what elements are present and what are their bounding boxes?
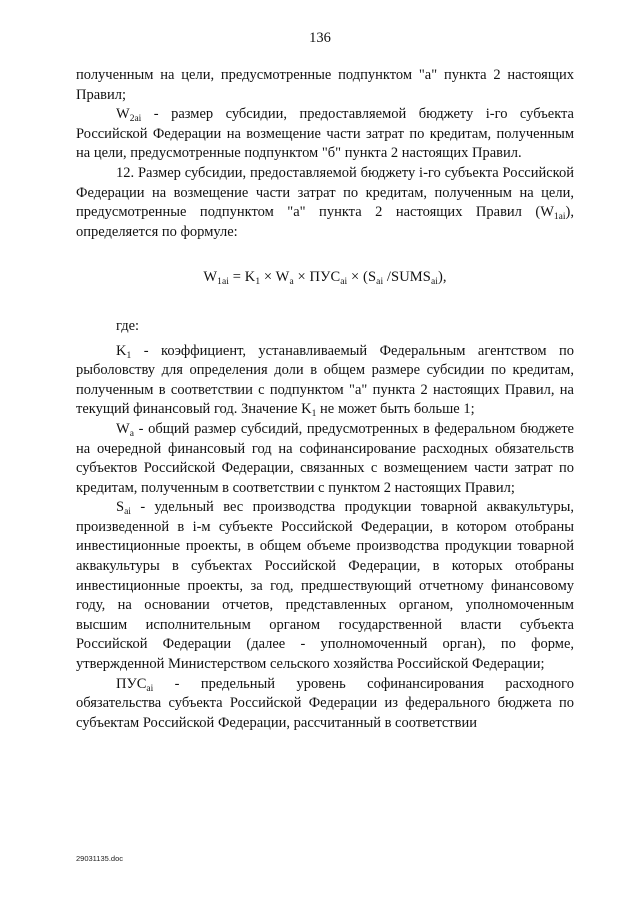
formula: $W_{1ai} = K_1 \times W_a \times ПУС_{ai} \times (S_{ai}$ $/SUMS_{ai}$), <box>203 269 447 288</box>
where-label: где: <box>116 317 140 334</box>
paragraph-w2ai: $W_{2ai}$ - размер субсидии, предоставляемой бюджету i-го субъекта Российской Федерации на возмещение части затрат по кредитам, полученным на цели, предусмотренные подпунктом "б" пункта 2 настоящих Правил. <box>76 106 574 162</box>
page-number: 136 <box>309 30 331 46</box>
definition-sai: $S_{ai}$ - удельный вес производства продукции товарной аквакультуры, произведенной в i-м субъекте Российской Федерации, в котором отобраны инвестиционные проекты, в общем объеме производства продукции товарной аквакультуры в субъектах Российской Федерации, в которых отобраны инвестиционные проекты, за год, предшествующий отчетному финансовому году, на основании отчетов, представленных органом, уполномоченным высшим исполнительным органом государственной власти субъекта Российской Федерации (далее - уполномоченный орган), по форме, утвержденной Министерством сельского хозяйства Российской Федерации; <box>76 499 574 673</box>
document-body <box>76 66 574 733</box>
definition-k1: $K_1$ - коэффициент, устанавливаемый Федеральным агентством по рыболовству для определения доли в общем размере субсидии по кредитам, полученным в соответствии с подпунктом "а" пункта 2 настоящих Правил, на текущий финансовый год. Значение $K_1$ не может быть больше 1; <box>76 342 574 420</box>
definition-pusai: $ПУС_{ai}$ - предельный уровень софинансирования расходного обязательства субъекта Российской Федерации из федерального бюджета по субъектам Российской Федерации, рассчитанный в соответствии <box>76 675 574 731</box>
definition-wa: $W_a$ - общий размер субсидий, предусмотренных в федеральном бюджете на очередной финансовый год на софинансирование расходных обязательств субъектов Российской Федерации, связанных с возмещением части затрат по кредитам, полученным в соответствии с пунктом 2 настоящих Правил; <box>76 420 574 496</box>
file-name-footer: 29031135.doc <box>76 854 123 863</box>
paragraph-12: 12. Размер субсидии, предоставляемой бюджету i-го субъекта Российской Федерации на возмещение части затрат по кредитам, полученным на цели, предусмотренные подпунктом "а" пункта 2 настоящих Правил $(W_{1ai})$, определяется по формуле: <box>76 164 574 240</box>
paragraph-continuation: полученным на цели, предусмотренные подпунктом "а" пункта 2 настоящих Правил; <box>76 67 574 103</box>
